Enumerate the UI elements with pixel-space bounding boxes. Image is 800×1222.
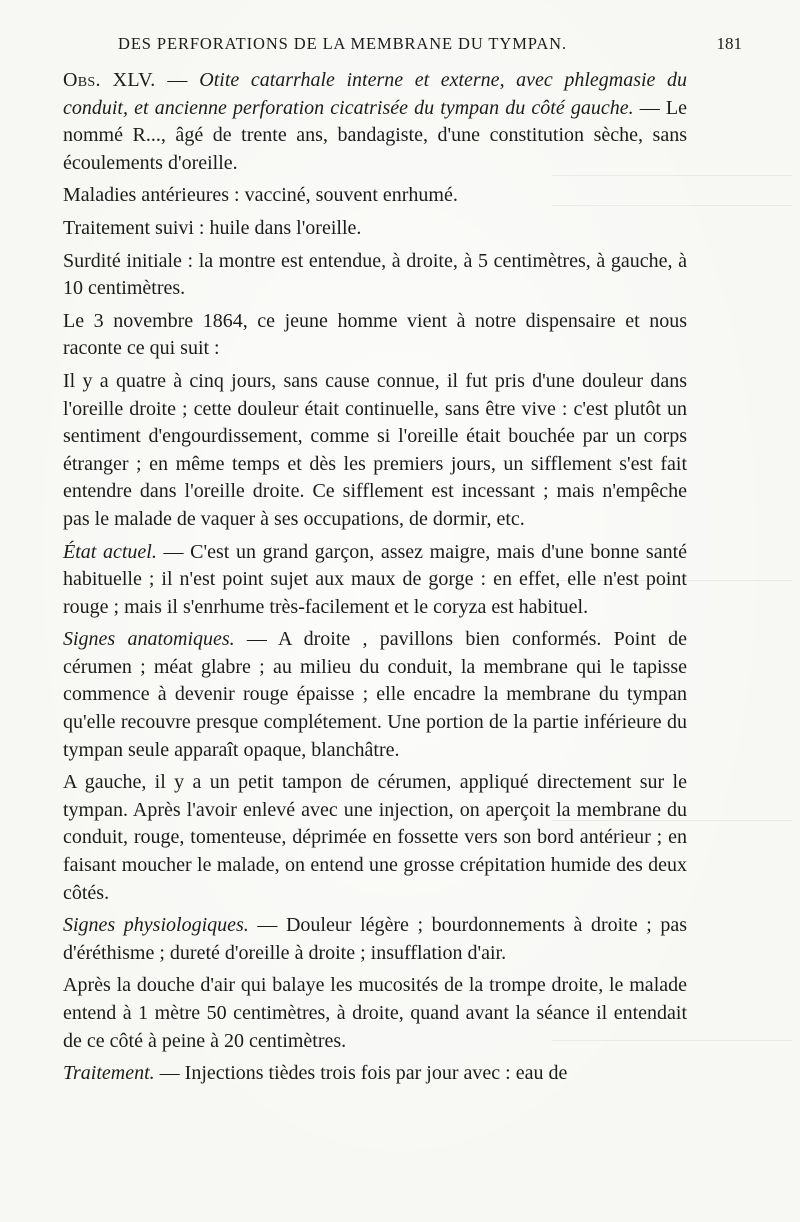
paragraph	[63, 215, 687, 243]
paragraph-text: — A droite , pavillons bien conformés. Point de cérumen ; méat glabre ; au milieu du conduit, la membrane qui le tapisse commence à devenir rouge épaisse ; elle encadre la membrane du tympan qu'elle recouvre presque complétement. Une portion de la partie inférieure du tympan seule apparaît opaque, blanchâtre.	[63, 628, 687, 761]
paragraph	[63, 368, 687, 534]
paragraph-text: — Injections tièdes trois fois par jour avec : eau de	[159, 1062, 568, 1085]
paragraph-text: A gauche, il y a un petit tampon de cérumen, appliqué directement sur le tympan. Après l'avoir enlevé avec une injection, on aperçoit la membrane du conduit, rouge, tomenteuse, déprimée en fossette vers son bord antérieur ; en faisant moucher le malade, on entend une grosse crépitation humide des deux côtés.	[63, 771, 687, 904]
paragraph	[63, 182, 687, 210]
paragraph	[63, 769, 687, 907]
observation-paragraph	[63, 67, 687, 177]
section-lead: Signes anatomiques.	[63, 628, 235, 651]
paragraph-text: Maladies antérieures : vacciné, souvent enrhumé.	[63, 184, 458, 207]
paragraph	[63, 308, 687, 363]
paragraph-text: Il y a quatre à cinq jours, sans cause connue, il fut pris d'une douleur dans l'oreille droite ; cette douleur était continuelle, sans être vive : c'est plutôt un sentiment d'engourdissement, comme si l'oreille était bouchée par un corps étranger ; en même temps et dès les premiers jours, un sifflement s'est fait entendre dans l'oreille droite. Ce sifflement est incessant ; mais n'empêche pas le malade de vaquer à ses occupations, de dormir, etc.	[63, 369, 687, 530]
page-body	[63, 67, 687, 1093]
observation-label: Obs. XLV. —	[63, 69, 188, 91]
paragraph-text: — Douleur légère ; bourdonnements à droite ; pas d'éréthisme ; dureté d'oreille à droite ; insufflation d'air.	[63, 914, 687, 964]
running-title: DES PERFORATIONS DE LA MEMBRANE DU TYMPAN.	[118, 34, 567, 53]
section-lead: État actuel.	[63, 540, 157, 563]
paragraph-text: — C'est un grand garçon, assez maigre, mais d'une bonne santé habituelle ; il n'est point sujet aux maux de gorge : en effet, elle n'est point rouge ; mais il s'enrhume très-facilement et le coryza est habituel.	[63, 540, 688, 618]
paragraph	[63, 1060, 687, 1088]
paragraph	[63, 539, 687, 622]
paragraph-text: Surdité initiale : la montre est entendue, à droite, à 5 centimètres, à gauche, à 10 centimètres.	[63, 249, 687, 300]
paragraph	[63, 912, 687, 967]
paragraph	[63, 626, 687, 764]
paragraph-text: Le 3 novembre 1864, ce jeune homme vient à notre dispensaire et nous raconte ce qui suit :	[63, 309, 687, 360]
page-header	[118, 34, 742, 58]
paragraph-text: Traitement suivi : huile dans l'oreille.	[63, 216, 362, 239]
paragraph	[63, 248, 687, 303]
section-lead: Traitement.	[63, 1062, 155, 1085]
paragraph	[63, 972, 687, 1055]
page-number: 181	[716, 34, 742, 53]
paragraph-text: Après la douche d'air qui balaye les mucosités de la trompe droite, le malade entend à 1 mètre 50 centimètres, à droite, quand avant la séance il entendait de ce côté à peine à 20 centimètres.	[63, 974, 687, 1052]
observation-title: Otite catarrhale interne et externe, avec phlegmasie du conduit, et ancienne perforation cicatrisée du tympan du côté gauche.	[63, 69, 688, 119]
section-lead: Signes physiologiques.	[63, 914, 249, 937]
paragraph-text: — Le nommé R..., âgé de trente ans, bandagiste, d'une constitution sèche, sans écoulements d'oreille.	[63, 96, 687, 174]
